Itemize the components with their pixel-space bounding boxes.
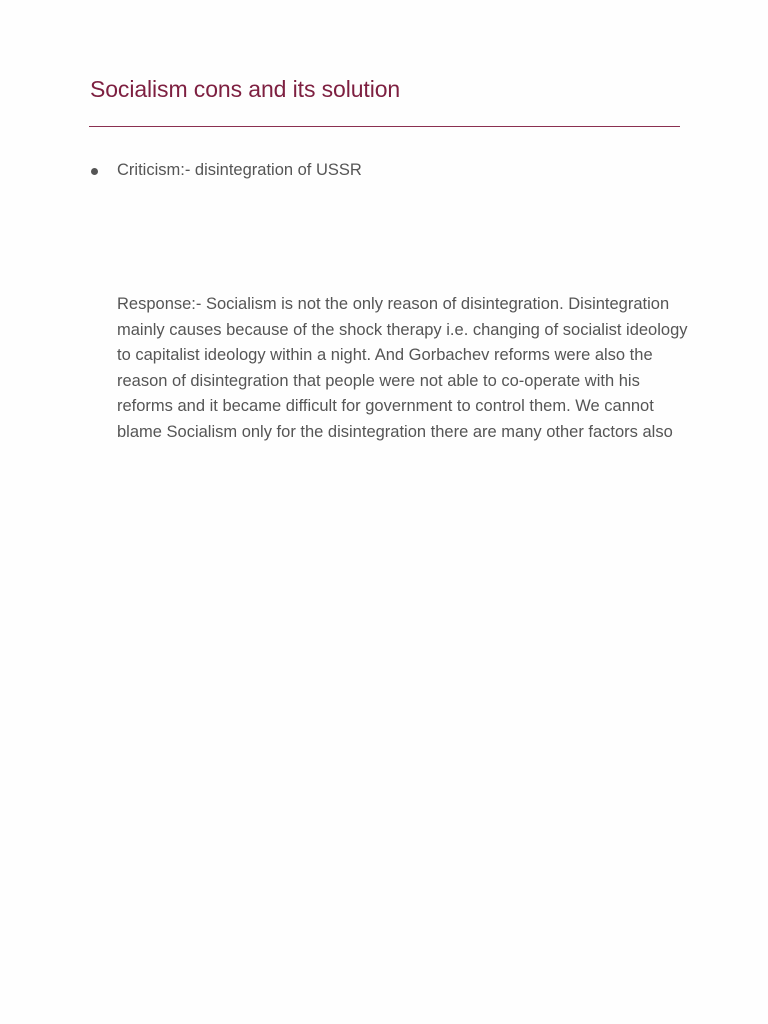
response-paragraph: Response:- Socialism is not the only reason of disintegration. Disintegration mainly causes because of the shock therapy i.e. changing of socialist ideology to capitalist ideology within a night. And Gorbachev reforms were also the reason of disintegration that people were not able to co-operate with his reforms and it became difficult for government to control them. We cannot blame Socialism only for the disintegration there are many other factors also [117, 295, 688, 441]
criticism-text: Criticism:- disintegration of USSR [117, 161, 362, 179]
bullet-icon [91, 168, 98, 175]
page-title: Socialism cons and its solution [90, 76, 401, 102]
list-item [90, 160, 690, 184]
title-divider [89, 126, 680, 127]
